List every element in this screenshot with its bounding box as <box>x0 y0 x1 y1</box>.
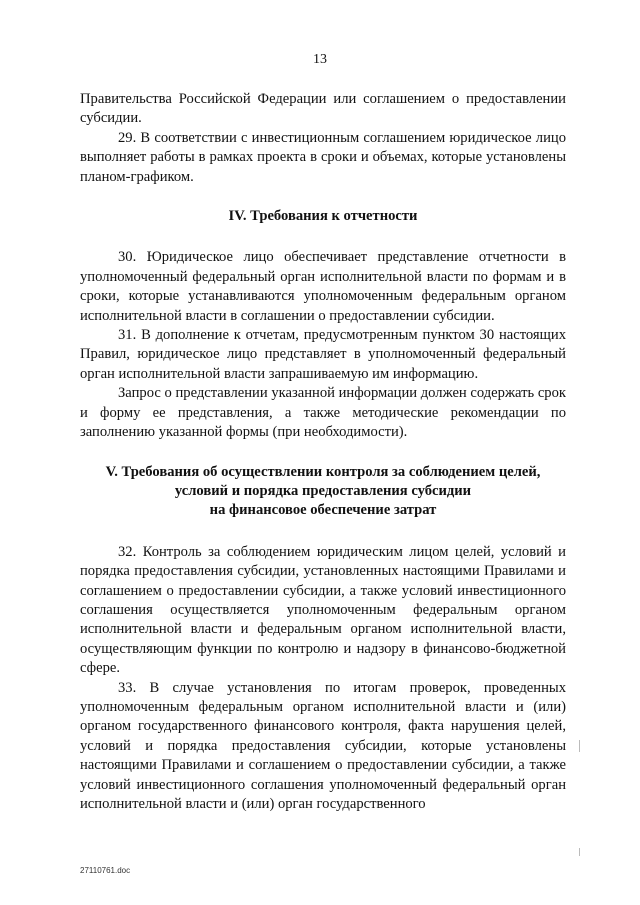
scan-mark <box>579 848 580 856</box>
paragraph-31: 31. В дополнение к отчетам, предусмотренным пунктом 30 настоящих Правил, юридическое лицо представляет в уполномоченный федеральный орган исполнительной власти запрашиваемую им информацию. <box>80 327 566 382</box>
section-5-title-line: на финансовое обеспечение затрат <box>209 502 437 519</box>
paragraph-30: 30. Юридическое лицо обеспечивает представление отчетности в уполномоченный федеральный орган исполнительной власти по формам и в сроки, которые устанавливаются уполномоченным федеральным органом исполнительной власти в соглашении о предоставлении субсидии. <box>80 249 566 324</box>
section-4-title: IV. Требования к отчетности <box>228 208 418 225</box>
document-body <box>80 90 566 814</box>
paragraph-continuation: Правительства Российской Федерации или соглашением о предоставлении субсидии. <box>80 91 566 127</box>
section-5-title-line: условий и порядка предоставления субсидии <box>174 482 472 499</box>
section-5-title <box>80 463 566 521</box>
paragraph-29: 29. В соответствии с инвестиционным соглашением юридическое лицо выполняет работы в рамках проекта в сроки и объемах, которые установлены планом-графиком. <box>80 129 566 185</box>
section-5-title-line: V. Требования об осуществлении контроля за соблюдением целей, <box>105 463 541 480</box>
scan-mark <box>579 740 580 752</box>
paragraph-request: Запрос о представлении указанной информации должен содержать срок и форму ее представления, а также методические рекомендации по заполнению указанной формы (при необходимости). <box>80 385 566 441</box>
page-number: 13 <box>313 52 327 67</box>
paragraph-33: 33. В случае установления по итогам проверок, проведенных уполномоченным федеральным органом исполнительной власти и (или) органом государственного финансового контроля, факта нарушения целей, условий и порядка предоставления субсидии, которые установлены настоящими Правилами и соглашением о предоставлении субсидии, а также условий инвестиционного соглашения уполномоченный федеральный орган исполнительной власти и (или) орган государственного <box>80 679 566 812</box>
footer-filename: 27110761.doc <box>80 866 131 875</box>
paragraph-32: 32. Контроль за соблюдением юридическим лицом целей, условий и порядка предоставления субсидии, установленных настоящими Правилами и соглашением о предоставлении субсидии, а также условий инвестиционного соглашения осуществляется уполномоченным федеральным органом исполнительной власти и федеральным органом исполнительной власти, осуществляющим функции по контролю и надзору в финансово-бюджетной сфере. <box>80 543 566 677</box>
